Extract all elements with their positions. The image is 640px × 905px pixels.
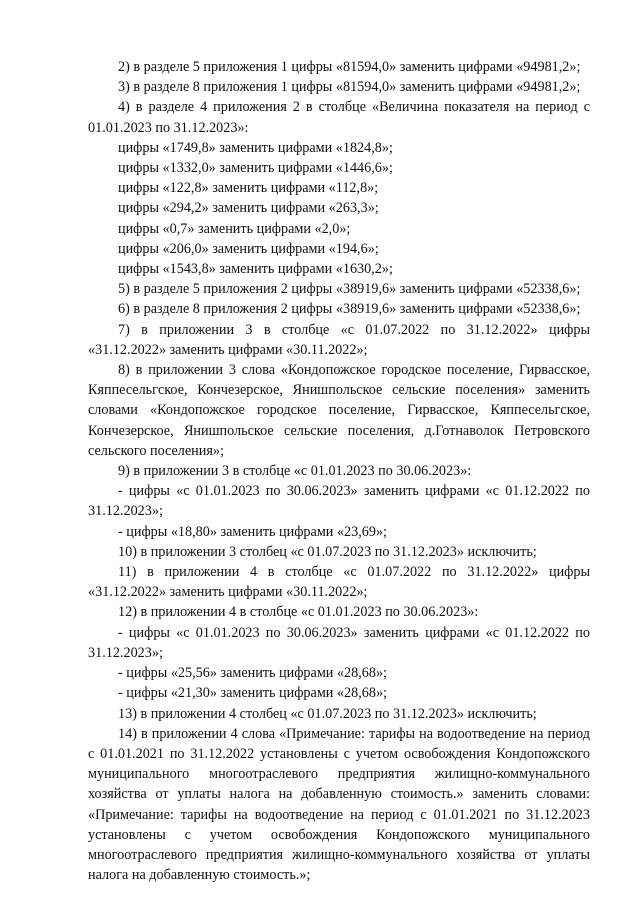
amendment-item-12: 12) в приложении 4 в столбце «с 01.01.2023 по 30.06.2023»: bbox=[118, 604, 479, 621]
amendment-item-13: 13) в приложении 4 столбец «с 01.07.2023 по 31.12.2023» исключить; bbox=[118, 705, 537, 722]
dash-line: - цифры «21,30» заменить цифрами «28,68»; bbox=[118, 685, 387, 702]
replacement-line: цифры «1543,8» заменить цифрами «1630,2»; bbox=[118, 261, 393, 278]
amendment-item-3: 3) в разделе 8 приложения 1 цифры «81594,0» заменить цифрами «94981,2»; bbox=[118, 79, 581, 96]
amendment-item-14: 14) в приложении 4 слова «Примечание: тарифы на водоотведение на период с 01.01.2021 по 31.12.2022 установлены с учетом освобождения Кондопожского муниципального многоотраслевого предприятия жилищно-коммунального хозяйства от уплаты налога на добавленную стоимость.» заменить словами: «Примечание: тарифы на водоотведение на период с 01.01.2021 по 31.12.2023 установлены с учетом освобождения Кондопожского муниципального многоотраслевого предприятия жилищно-коммунального хозяйства от уплаты налога на добавленную стоимость.»; bbox=[88, 725, 590, 884]
amendment-item-2: 2) в разделе 5 приложения 1 цифры «81594,0» заменить цифрами «94981,2»; bbox=[118, 59, 581, 75]
amendment-item-5: 5) в разделе 5 приложения 2 цифры «38919,6» заменить цифрами «52338,6»; bbox=[118, 281, 581, 298]
replacement-line: цифры «1749,8» заменить цифрами «1824,8»; bbox=[118, 139, 393, 156]
amendment-item-11: 11) в приложении 4 в столбце «с 01.07.2022 по 31.12.2022» цифры «31.12.2022» заменить цифрами «30.11.2022»; bbox=[88, 564, 590, 601]
replacement-line: цифры «122,8» заменить цифрами «112,8»; bbox=[118, 180, 379, 197]
replacement-line: цифры «1332,0» заменить цифрами «1446,6»; bbox=[118, 160, 393, 177]
dash-line: - цифры «с 01.01.2023 по 30.06.2023» заменить цифрами «с 01.12.2022 по 31.12.2023»; bbox=[88, 483, 590, 520]
amendment-item-10: 10) в приложении 3 столбец «с 01.07.2023 по 31.12.2023» исключить; bbox=[118, 543, 537, 560]
replacement-line: цифры «0,7» заменить цифрами «2,0»; bbox=[118, 220, 351, 237]
amendment-item-9: 9) в приложении 3 в столбце «с 01.01.2023 по 30.06.2023»: bbox=[118, 463, 472, 480]
replacement-line: цифры «206,0» заменить цифрами «194,6»; bbox=[118, 240, 379, 257]
amendment-item-4: 4) в разделе 4 приложения 2 в столбце «Величина показателя на период с 01.01.2023 по 31.12.2023»: bbox=[88, 99, 590, 136]
dash-line: - цифры «18,80» заменить цифрами «23,69»; bbox=[118, 523, 387, 540]
dash-line: - цифры «25,56» заменить цифрами «28,68»; bbox=[118, 665, 387, 682]
amendment-item-7: 7) в приложении 3 в столбце «с 01.07.2022 по 31.12.2022» цифры «31.12.2022» заменить цифрами «30.11.2022»; bbox=[88, 321, 590, 358]
amendment-item-6: 6) в разделе 8 приложения 2 цифры «38919,6» заменить цифрами «52338,6»; bbox=[118, 301, 581, 318]
replacement-line: цифры «294,2» заменить цифрами «263,3»; bbox=[118, 200, 379, 217]
amendment-item-8: 8) в приложении 3 слова «Кондопожское городское поселение, Гирвасское, Кяппесельгское, Кончезерское, Янишпольское сельские поселения» заменить словами «Кондопожское городское поселение, Гирвасское, Кяппесельгское, Кончезерское, Янишпольское сельские поселения, д.Готнаволок Петровского сельского поселения»; bbox=[88, 362, 590, 459]
dash-line: - цифры «с 01.01.2023 по 30.06.2023» заменить цифрами «с 01.12.2022 по 31.12.2023»; bbox=[88, 624, 590, 661]
document-body bbox=[88, 57, 590, 885]
